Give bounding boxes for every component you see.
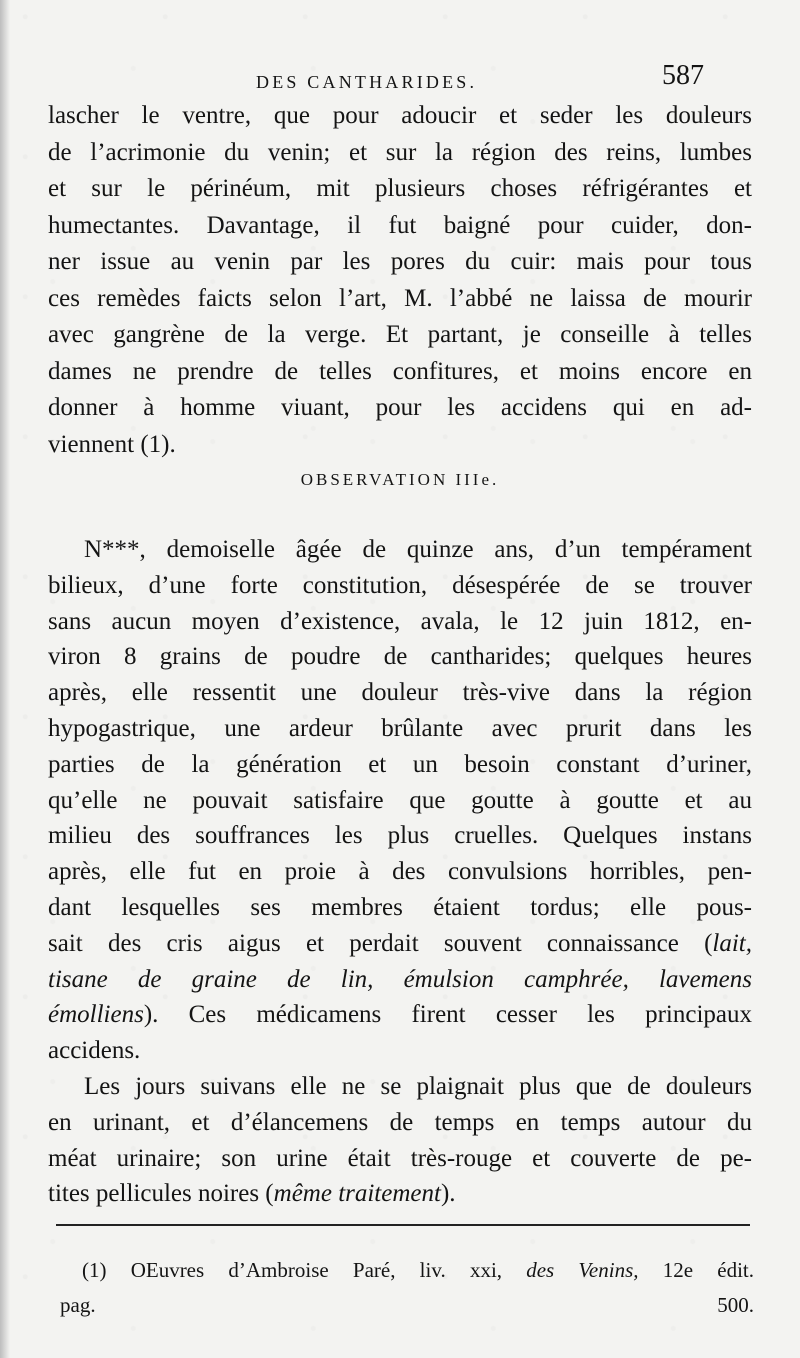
observation-text	[48, 532, 752, 1212]
text-line: méat urinaire; son urine était très-rouge et couverte de pe-	[48, 1144, 752, 1172]
text-line: viennent (1).	[48, 430, 176, 458]
text-line: dant lesquelles ses membres étaient tordus; elle pous-	[48, 893, 752, 921]
text-line: viron 8 grains de poudre de cantharides; quelques heures	[48, 643, 752, 671]
text-line: bilieux, d’une forte constitution, désespérée de se trouver	[48, 571, 752, 599]
page-number: 587	[662, 60, 704, 91]
text-line	[48, 926, 752, 962]
running-head: DES CANTHARIDES.	[256, 72, 478, 92]
text-line: qu’elle ne pouvait satisfaire que goutte à goutte et au	[48, 786, 752, 814]
italic-treatment-line: tisane de graine de lin, émulsion camphrée, lavemens	[48, 965, 752, 993]
text-line	[48, 997, 752, 1033]
italic-treatment-end: émolliens	[48, 1001, 144, 1029]
text-line: humectantes. Davantage, il fut baigné pour cuider, don-	[48, 211, 752, 239]
text-line: dames ne prendre de telles confitures, et moins encore en	[48, 357, 752, 385]
text-line: milieu des souffrances les plus cruelles. Quelques instans	[48, 822, 752, 850]
page-header	[0, 60, 800, 96]
footnote-text: 12e édit.	[638, 1258, 754, 1282]
text-line: parties de la génération et un besoin constant d’uriner,	[48, 750, 752, 778]
footnote-line: pag. 500.	[60, 1293, 754, 1317]
text-line: N***, demoiselle âgée de quinze ans, d’un tempérament	[84, 536, 752, 563]
italic-treatment-phrase: même traitement	[273, 1180, 441, 1208]
text-fragment: ).	[440, 1180, 456, 1208]
text-line: ner issue au venin par les pores du cuir: mais pour tous	[48, 248, 752, 275]
footnote-italic-title: des Venins,	[526, 1258, 639, 1282]
text-line	[48, 962, 752, 998]
footnote-text: (1) OEuvres d’Ambroise Paré, liv. xxi,	[82, 1258, 527, 1282]
text-line: donner à homme viuant, pour les accidens qui en ad-	[48, 394, 752, 421]
text-line: accidens.	[48, 1037, 141, 1065]
text-fragment: tites pellicules noires (	[48, 1180, 274, 1208]
text-line: lascher le ventre, que pour adoucir et seder les douleurs	[48, 102, 752, 129]
text-line: après, elle fut en proie à des convulsions horribles, pen-	[48, 858, 752, 886]
text-line: Les jours suivans elle ne se plaignait plus que de douleurs	[84, 1072, 752, 1100]
text-line: et sur le périnéum, mit plusieurs choses réfrigérantes et	[48, 175, 752, 202]
text-fragment: ). Ces médicamens firent cesser les principaux	[143, 1001, 752, 1029]
text-line: après, elle ressentit une douleur très-vive dans la région	[48, 679, 752, 707]
text-line: avec gangrène de la verge. Et partant, je conseille à telles	[48, 321, 752, 348]
text-line: sans aucun moyen d’existence, avala, le 12 juin 1812, en-	[48, 607, 752, 635]
text-line: de l’acrimonie du venin; et sur la région des reins, lumbes	[48, 138, 752, 166]
footnote-divider	[56, 1224, 750, 1226]
page-edge-shadow	[0, 0, 10, 1358]
text-line: hypogastrique, une ardeur brûlante avec prurit dans les	[48, 714, 752, 742]
opening-paragraph	[48, 98, 752, 463]
text-line: en urinant, et d’élancemens de temps en temps autour du	[48, 1108, 752, 1136]
text-line	[48, 1176, 752, 1212]
footnote	[60, 1253, 754, 1323]
italic-treatment-word: lait,	[712, 929, 752, 957]
section-title: OBSERVATION IIIe.	[300, 470, 500, 489]
text-fragment: sait des cris aigus et perdait souvent connaissance (	[48, 929, 713, 957]
footnote-line	[82, 1253, 754, 1288]
text-line: ces remèdes faicts selon l’art, M. l’abbé ne laissa de mourir	[48, 284, 752, 312]
